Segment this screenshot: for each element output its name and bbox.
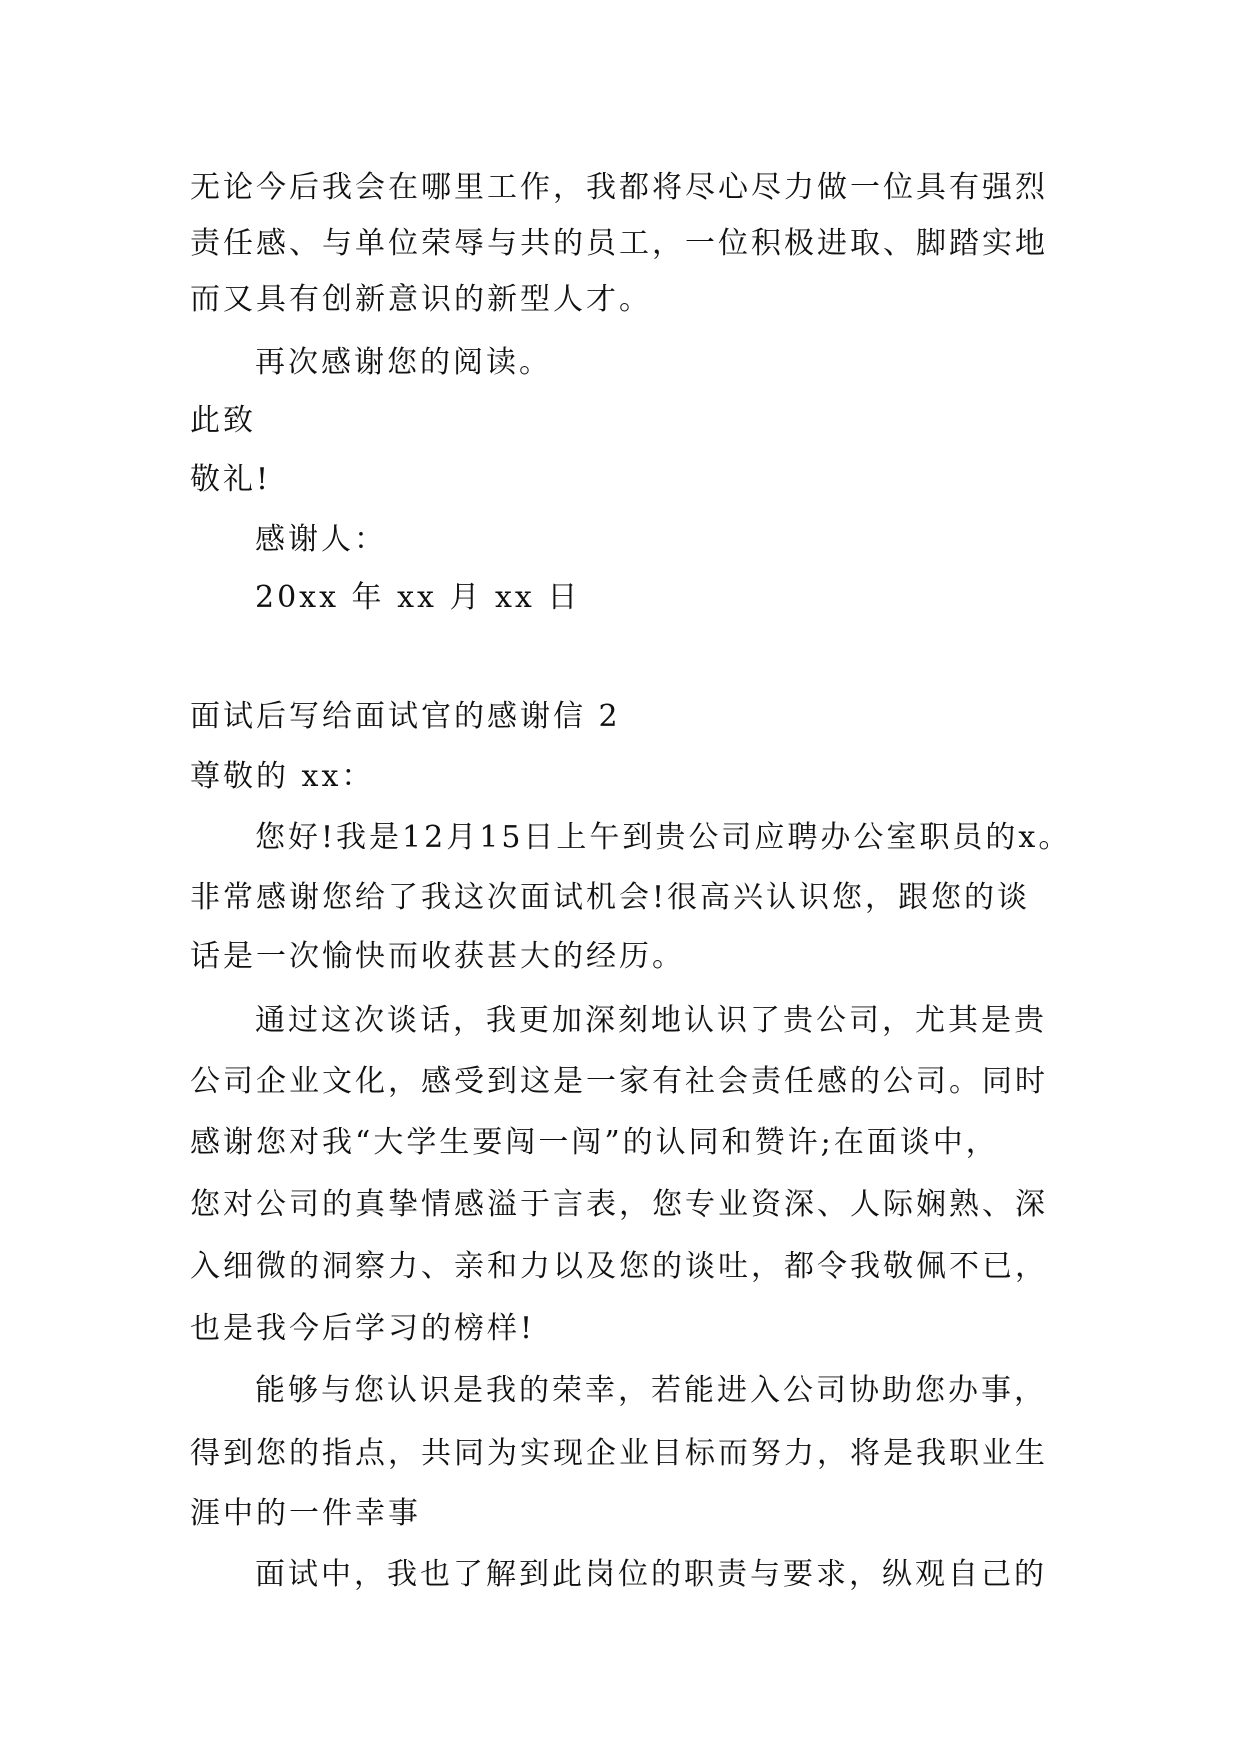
text-line: 能够与您认识是我的荣幸，若能进入公司协助您办事， [255, 1373, 1047, 1408]
text-line: 也是我今后学习的榜样! [190, 1311, 536, 1346]
text-line: 您对公司的真挚情感溢于言表，您专业资深、人际娴熟、深 [190, 1187, 1048, 1222]
text-line: 公司企业文化，感受到这是一家有社会责任感的公司。同时 [190, 1064, 1048, 1099]
text-line: 非常感谢您给了我这次面试机会!很高兴认识您，跟您的谈 [190, 880, 1031, 915]
salutation-line: 此致 [190, 403, 256, 438]
text-line: 无论今后我会在哪里工作，我都将尽心尽力做一位具有强烈 [190, 170, 1048, 205]
text-line: 而又具有创新意识的新型人才。 [190, 282, 652, 317]
text-line: 涯中的一件幸事 [190, 1496, 421, 1531]
text-line: 感谢您对我“大学生要闯一闯”的认同和赞许;在面谈中， [190, 1125, 999, 1160]
text-line: 您好!我是12月15日上午到贵公司应聘办公室职员的x。 [255, 820, 1072, 855]
text-line: 责任感、与单位荣辱与共的员工，一位积极进取、脚踏实地 [190, 226, 1048, 261]
greeting-line: 尊敬的 xx： [190, 759, 375, 794]
text-line: 入细微的洞察力、亲和力以及您的谈吐，都令我敬佩不已， [190, 1249, 1048, 1284]
date-line: 20xx 年 xx 月 xx 日 [255, 580, 581, 615]
salutation-line: 敬礼! [190, 462, 272, 497]
text-line: 话是一次愉快而收获甚大的经历。 [190, 939, 685, 974]
signature-line: 感谢人： [255, 522, 387, 557]
letter-title: 面试后写给面试官的感谢信 2 [190, 699, 621, 734]
text-line: 再次感谢您的阅读。 [255, 345, 552, 380]
text-line: 面试中，我也了解到此岗位的职责与要求，纵观自己的 [255, 1557, 1047, 1592]
text-line: 通过这次谈话，我更加深刻地认识了贵公司，尤其是贵 [255, 1003, 1047, 1038]
text-line: 得到您的指点，共同为实现企业目标而努力，将是我职业生 [190, 1436, 1048, 1471]
